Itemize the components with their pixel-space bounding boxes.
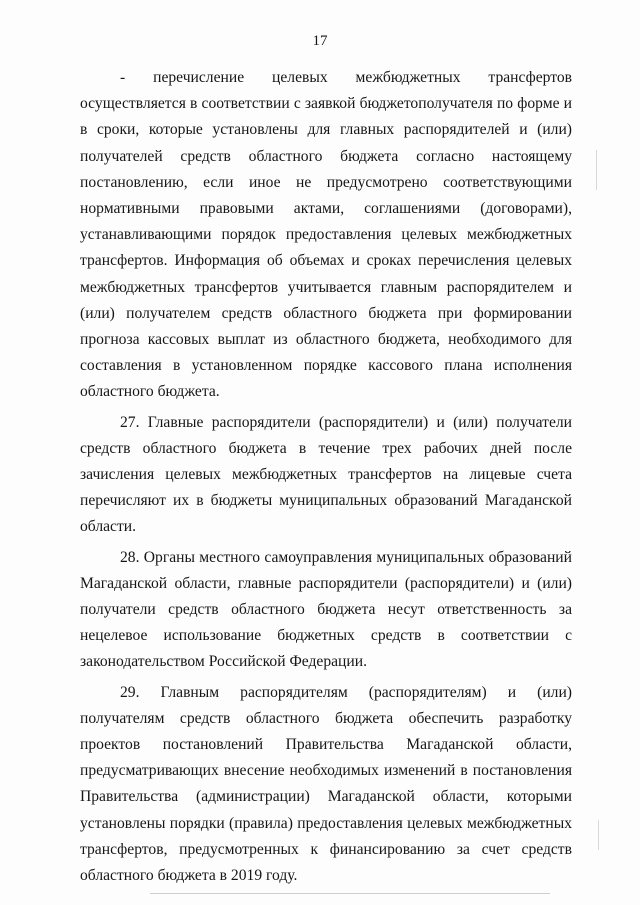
paragraph-28: 28. Органы местного самоуправления муниципальных образований Магаданской области, главные распорядители (распорядители) и (или) получатели средств областного бюджета несут ответственность за нецелевое использование бюджетных средств в соответствии с законодательством Российской Федерации. [80,548,572,671]
page-number: 17 [312,33,328,49]
scan-artifact-line [150,893,550,894]
scan-artifact-mark [596,150,597,190]
scan-artifact-mark [598,820,599,850]
paragraph-transfer-order: - перечисление целевых межбюджетных трансфертов осуществляется в соответствии с заявкой бюджетополучателя по форме и в сроки, которые установлены для главных распорядителей и (или) получателей средств областного бюджета согласно настоящему постановлению, если иное не предусмотрено соответствующими нормативными правовыми актами, соглашениями (договорами), устанавливающими порядок предоставления целевых межбюджетных трансфертов. Информация об объемах и сроках перечисления целевых межбюджетных трансфертов учитывается главным распорядителем и (или) получателем средств областного бюджета при формировании прогноза кассовых выплат из областного бюджета, необходимого для составления в установленном порядке кассового плана исполнения областного бюджета. [80,69,572,401]
paragraph-27: 27. Главные распорядители (распорядители) и (или) получатели средств областного бюджета в течение трех рабочих дней после зачисления целевых межбюджетных трансфертов на лицевые счета перечисляют их в бюджеты муниципальных образований Магаданской области. [80,413,572,536]
paragraph-29: 29. Главным распорядителям (распорядителям) и (или) получателям средств областного бюджета обеспечить разработку проектов постановлений Правительства Магаданской области, предусматривающих внесение необходимых изменений в постановления Правительства (администрации) Магаданской области, которыми установлены порядки (правила) предоставления целевых межбюджетных трансфертов, предусмотренных к финансированию за счет средств областного бюджета в 2019 году. [80,683,572,885]
document-body [80,65,572,893]
